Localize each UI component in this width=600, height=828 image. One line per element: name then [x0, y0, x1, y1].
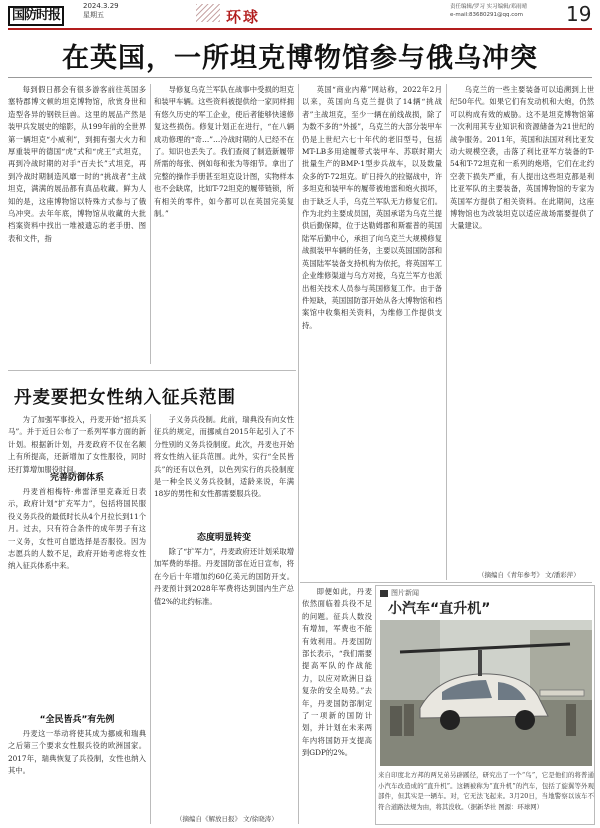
- section-divider: [8, 370, 296, 371]
- second-tail: 丹麦这一举动将使其成为挪威和瑞典之后第三个要求女性服兵役的欧洲国家。2017年，瑞典恢复了兵役制，女性也纳入其中。: [8, 729, 146, 776]
- lead-column-1: 每到假日都会有很多游客前往英国多塞特郡博文顿的坦克博物馆，欣赏身世和造型各异的钢铁巨兽。这里的展品产然是装甲兵发展史的缩影，从199年前的全世界第一辆坦克“小威利”，到拥有强大火力和厚重装甲的德国“虎”式和“虎王”式坦克，再到冷战时期的对手“百夫长”式坦克，再到冷战时期制造风靡一时的“挑战者”主战坦克，满满的展品都有真品收藏。鲜为人知的是，这座博物馆以特殊方式参与了俄乌冲突。去年年底，博物馆从收藏的大批档案资料中找出一堆被遗忘的老手册、图表和文件，指: [8, 85, 146, 243]
- second-intro: 为了加强军事投入，丹麦开始“招兵买马”。并于近日公布了一系列军事方面的新计划。根据新计划，丹麦政府不仅在名额上有所提高，还新增加了女性服役，同时还打算增加服役时间。: [8, 415, 146, 474]
- subhead-attitude: 态度明显转变: [196, 533, 251, 543]
- section-title: 环球: [226, 8, 261, 26]
- second-column-2-body: 除了“扩军力”，丹麦政府还计划采取增加军费的举措。丹麦国防部在近日宣布，将在今后十年增加约60亿美元的国防开支。丹麦预计到2028年军费将达到国内生产总值2%的北约标准。: [154, 547, 294, 606]
- second-column-3: 即便如此，丹麦依然面临着兵役不足的问题。征兵人数没有增加，军费也不能有效利用。丹麦国防部长表示，“我们需要提高军队的作战能力，以应对欧洲日益复杂的安全局势。”去年，丹麦国防部制定了一项新的国防计划，并计划在未来两年内将国防开支提高到GDP的2%。: [302, 587, 372, 758]
- subhead-precedent: “全民皆兵”有先例: [39, 715, 115, 725]
- editor-line: 责任编辑/罗习 实习编辑/邓雨晴: [450, 4, 527, 10]
- headline-divider: [8, 77, 592, 78]
- lead-column-2: 导修复乌克兰军队在战事中受损的坦克和装甲车辆。这些资料被提供给一家同样拥有悠久历史的军工企业，使后者能够快速修复这些损伤。修复计划正在进行，“在八辆成功修理的“奇…”…冷战时期的人已经不在了。知识也丢失了。我们查阅了制造新履带所需的每张、例如每和张为等细节。拿出了完整的操作手册甚至坦克设计图，实物样本也不会缺席，比如T-72坦克的履带链锁，所有相关的零件，如今都可以在英国完美复制。”: [154, 85, 294, 219]
- issue-date-block: [83, 2, 119, 20]
- newspaper-logo: 国防时报: [8, 3, 76, 25]
- second-headline: 丹麦要把女性纳入征兵范围: [14, 388, 236, 408]
- column-divider: [150, 84, 151, 364]
- lead-column-3: 英国“商业内幕”网站称，2022年2月以来，英国向乌克兰提供了14辆“挑战者”主战坦克，至少一辆在前线战损，除了为数不多的“外援”，乌克兰的大部分装甲车仍是上世纪六七十年代的老旧型号，包括MT-LB多用途履带式装甲车、苏联时期大批量生产的BMP-1型步兵战车，以及数量众多的T-72坦克。旷日持久的拉锯战中，许多坦克和装甲车的履带被地雷和炮火损坏，由于缺乏人手，乌克兰军队无力修复它们。作为北约主要成员国，英国承诺为乌克兰提供后勤保障，位于达勒姆郡和斯霍普的英国陆军后勤中心，承担了向乌克兰大规模修复战损装甲车辆的任务，主要以英国国防部和英国陆军装备支持机构为依托，将英国军工企业维修渠道与乌方对接，乌克兰军方也派出相关技术人员参与英国修复工作。由于备件短缺，英国国防部开始从各大博物馆和档案馆中收集相关资料，为维修工作提供支持。: [302, 85, 442, 330]
- caption-text: 来自印度北方邦的两兄弟另辟蹊径，研究出了一个“鸟”，它是他们的将普通小汽车改造成的“直升机”。这辆被称为“直升机”的汽车，包括了旋翼等外观部件，但其实是一辆车。对，它无法飞起来。3月20日，当地警察以该车不符合道路法规为由，将其没收。: [378, 771, 594, 811]
- issue-weekday: 星期五: [83, 11, 104, 19]
- second-column-2: 子义务兵役制。此前，瑞典没有向女性征兵的规定，而挪威自2015年起引入了不分性别的义务兵役制度。此次，丹麦也开始将女性纳入征兵范围。此外，实行“全民皆兵”的还有以色列，以色列实行的兵役制度是一种全民义务兵役制，适龄来说，年满18岁的男性和女性都需要服兵役。: [154, 415, 294, 499]
- photo-illustration: [380, 620, 592, 766]
- lead-column-4: 乌克兰的一些主要装备可以追溯到上世纪50年代。如果它们有发动机和大炮，仍然可以构成有效的威胁。这不是坦克博物馆第一次利用其专业知识和资源储备为21世纪的战争服务。2011年，英国和法国对利比亚发动大规模空袭，击落了利比亚军方装备的T-54和T-72坦克和一系列的炮塔，它们在北约空袭下损失严重，有人提出这些坦克都是利比亚军队的主要装备，英国博物馆的专家为英国军方提供了相关资料。在此期间，这座博物馆也为改装坦克以适应战场需要提供了大量建议。: [450, 85, 594, 231]
- header-hatch-decoration: [196, 4, 220, 22]
- helicopter-car-photo: [380, 620, 592, 766]
- second-body-1: 丹麦首相梅特·弗雷泽里克森近日表示，政府计划“扩充军力”，包括将国民服役义务兵役的最低时长从4个月拉长到11个月。过去，只有符合条件的成年男子有这一义务，女性可自愿选择是否服役。因为志愿兵的人数不足，政府开始考虑将女性纳入征兵体系中来。: [8, 487, 146, 571]
- email-line: e-mail:83680291@qq.com: [450, 12, 523, 18]
- header-rule: [8, 28, 592, 30]
- column-divider: [150, 414, 151, 824]
- issue-date: 2024.3.29: [83, 2, 119, 10]
- editor-info: [450, 3, 560, 19]
- section-divider: [300, 582, 592, 583]
- photo-caption: [378, 770, 594, 812]
- camera-icon: [380, 590, 388, 597]
- byline-second-a: （摘编自《解放日报》 文/徐晓涛）: [176, 815, 278, 823]
- byline-second-b: （摘编自《青年参考》 文/潘彩萍）: [478, 571, 580, 579]
- page-header: [0, 0, 600, 30]
- lead-headline: 在英国，一所坦克博物馆参与俄乌冲突: [62, 43, 538, 74]
- subhead-defense: 完善防御体系: [49, 473, 104, 483]
- caption-credit: （据新华社 图源：环球网）: [467, 802, 543, 811]
- photo-news-title: 小汽车“直升机”: [388, 601, 491, 617]
- page-number: 19: [566, 2, 592, 26]
- column-divider: [298, 84, 299, 824]
- column-divider: [446, 84, 447, 580]
- photo-news-tag: 图片新闻: [380, 588, 419, 598]
